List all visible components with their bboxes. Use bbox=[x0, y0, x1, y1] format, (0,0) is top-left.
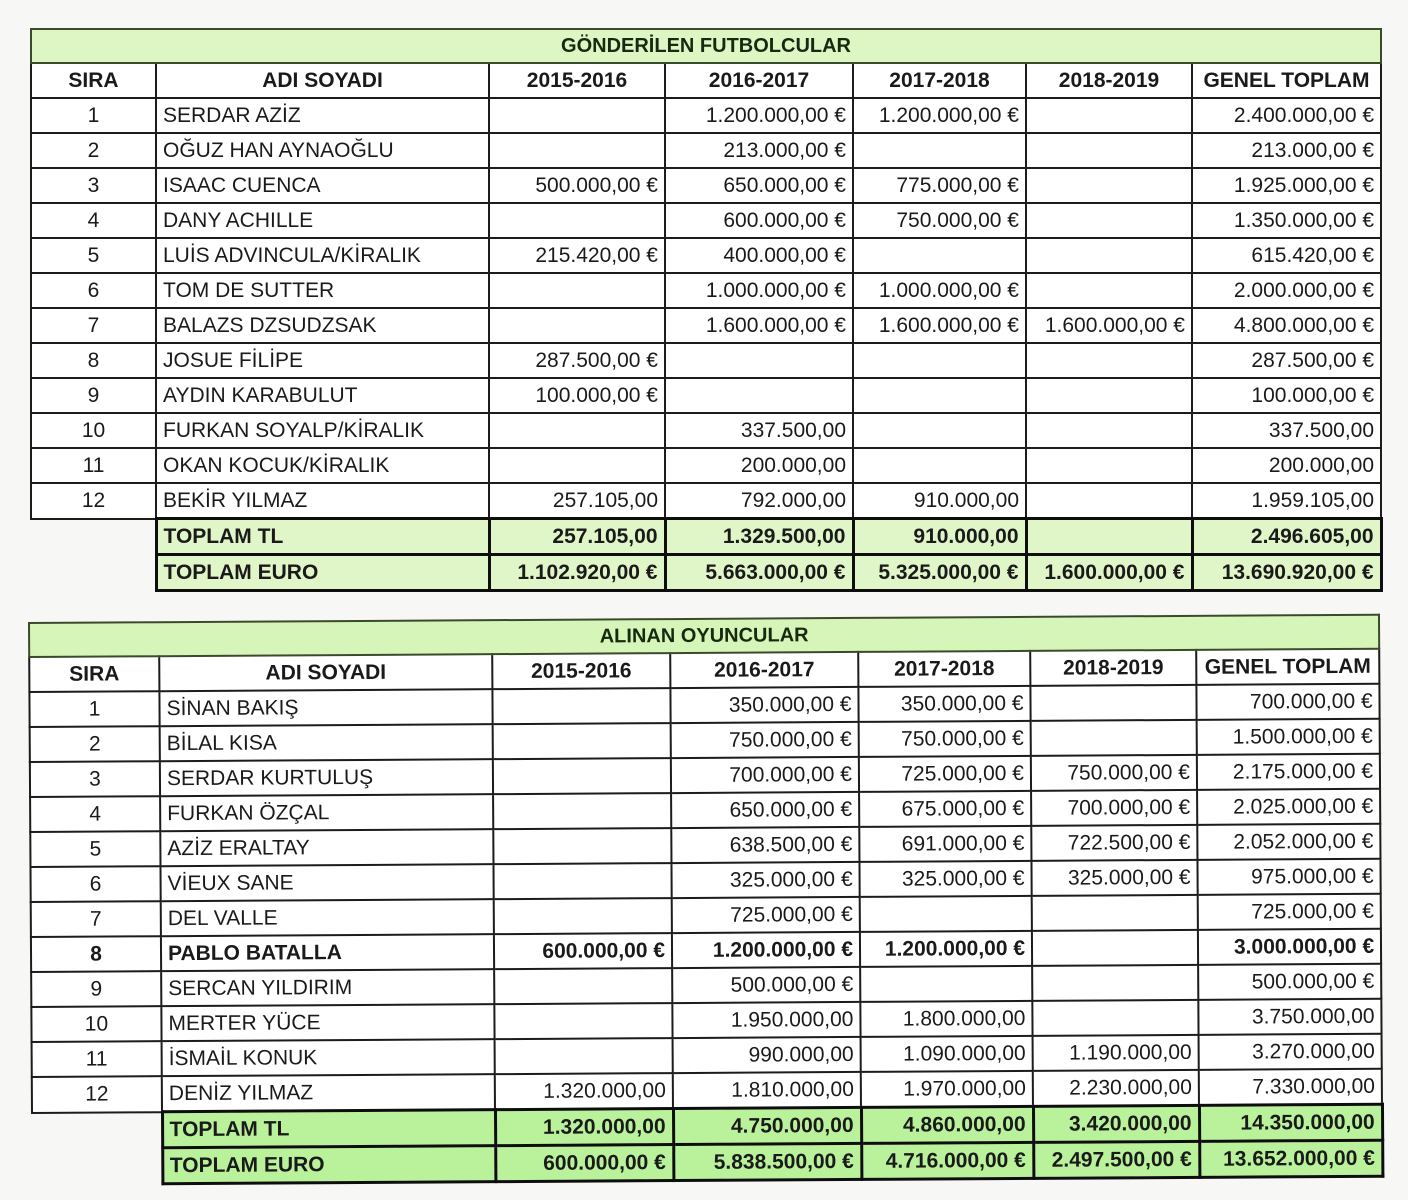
header-row bbox=[31, 63, 1381, 98]
cell-player-name: DEL VALLE bbox=[161, 899, 494, 936]
cell-2015-2016: 215.420,00 € bbox=[489, 238, 665, 273]
cell-sira: 4 bbox=[30, 796, 160, 832]
cell-player-name: LUİS ADVINCULA/KİRALIK bbox=[156, 238, 489, 273]
cell-2015-2016 bbox=[489, 308, 665, 343]
cell-player-name: AZİZ ERALTAY bbox=[160, 829, 493, 866]
cell-genel-toplam: 725.000,00 € bbox=[1198, 894, 1381, 930]
table-row bbox=[31, 483, 1381, 519]
cell-2017-2018: 1.970.000,00 bbox=[861, 1071, 1033, 1108]
cell-genel-toplam: 2.400.000,00 € bbox=[1192, 98, 1381, 133]
cell-2017-2018 bbox=[853, 133, 1026, 168]
col-header-2016-2017: 2016-2017 bbox=[665, 63, 853, 98]
cell-sira: 8 bbox=[31, 343, 156, 378]
cell-2017-2018: 750.000,00 € bbox=[859, 721, 1031, 757]
cell-sira: 10 bbox=[31, 1006, 161, 1042]
table-row bbox=[31, 378, 1381, 413]
cell-2018-2019: 325.000,00 € bbox=[1031, 860, 1197, 896]
cell-genel-toplam: 287.500,00 € bbox=[1192, 343, 1381, 378]
blank-cell bbox=[32, 1148, 162, 1185]
col-header-name: ADI SOYADI bbox=[156, 63, 489, 98]
cell-2015-2016 bbox=[493, 723, 671, 759]
cell-2015-2016 bbox=[489, 203, 665, 238]
table-title: ALINAN OYUNCULAR bbox=[29, 615, 1379, 657]
cell-player-name: ISAAC CUENCA bbox=[156, 168, 489, 203]
total-label: TOPLAM TL bbox=[156, 519, 489, 555]
cell-2015-2016 bbox=[492, 688, 670, 724]
cell-sira: 1 bbox=[31, 98, 156, 133]
cell-2015-2016: 500.000,00 € bbox=[489, 168, 665, 203]
cell-2015-2016 bbox=[493, 758, 671, 794]
cell-genel-toplam: 200.000,00 bbox=[1192, 448, 1381, 483]
cell-2015-2016 bbox=[489, 448, 665, 483]
cell-sira: 8 bbox=[31, 936, 161, 972]
cell-2015-2016 bbox=[494, 898, 672, 934]
cell-2017-2018: 910.000,00 bbox=[853, 483, 1026, 519]
table-row bbox=[31, 98, 1381, 133]
cell-2015-2016 bbox=[495, 1038, 673, 1074]
cell-2018-2019 bbox=[1026, 413, 1192, 448]
cell-2018-2019 bbox=[1032, 1000, 1198, 1036]
cell-genel-toplam: 3.000.000,00 € bbox=[1198, 929, 1381, 965]
cell-2018-2019 bbox=[1032, 965, 1198, 1001]
col-header-genel-toplam: GENEL TOPLAM bbox=[1192, 63, 1381, 98]
cell-2016-2017: 1.950.000,00 bbox=[672, 1002, 860, 1038]
table-title: GÖNDERİLEN FUTBOLCULAR bbox=[31, 29, 1381, 63]
cell-sira: 10 bbox=[31, 413, 156, 448]
cell-2016-2017: 350.000,00 € bbox=[670, 687, 858, 723]
cell-player-name: JOSUE FİLİPE bbox=[156, 343, 489, 378]
cell-2018-2019 bbox=[1026, 483, 1192, 519]
cell-genel-toplam: 2.052.000,00 € bbox=[1197, 824, 1380, 860]
cell-2016-2017: 638.500,00 € bbox=[671, 827, 859, 863]
cell-2016-2017: 650.000,00 € bbox=[665, 168, 853, 203]
cell-2018-2019 bbox=[1032, 895, 1198, 931]
cell-2018-2019 bbox=[1026, 203, 1192, 238]
cell-sira: 5 bbox=[30, 831, 160, 867]
cell-2016-2017: 1.000.000,00 € bbox=[665, 273, 853, 308]
cell-2018-2019 bbox=[1026, 378, 1192, 413]
cell-player-name: DENİZ YILMAZ bbox=[162, 1074, 495, 1112]
cell-2016-2017: 600.000,00 € bbox=[665, 203, 853, 238]
cell-2015-2016 bbox=[489, 413, 665, 448]
cell-player-name: SERDAR KURTULUŞ bbox=[160, 759, 493, 796]
cell-genel-toplam: 4.800.000,00 € bbox=[1192, 308, 1381, 343]
cell-2017-2018: 750.000,00 € bbox=[853, 203, 1026, 238]
cell-2017-2018 bbox=[860, 966, 1032, 1002]
col-header-2018-2019: 2018-2019 bbox=[1030, 650, 1196, 686]
table-row bbox=[31, 413, 1381, 448]
blank-cell bbox=[31, 519, 156, 555]
cell-2016-2017 bbox=[665, 343, 853, 378]
cell-sira: 2 bbox=[31, 133, 156, 168]
cell-player-name: FURKAN ÖZÇAL bbox=[160, 794, 493, 831]
table-row bbox=[31, 308, 1381, 343]
cell-2015-2016: 287.500,00 € bbox=[489, 343, 665, 378]
cell-sira: 2 bbox=[30, 726, 160, 762]
total-euro-row bbox=[31, 555, 1381, 591]
cell-2016-2017: 337.500,00 bbox=[665, 413, 853, 448]
total-label: TOPLAM TL bbox=[162, 1110, 495, 1148]
cell-2015-2016 bbox=[489, 133, 665, 168]
cell-2016-2017: 400.000,00 € bbox=[665, 238, 853, 273]
cell-genel-toplam: 2.000.000,00 € bbox=[1192, 273, 1381, 308]
cell-player-name: OĞUZ HAN AYNAOĞLU bbox=[156, 133, 489, 168]
total-cell-genel-toplam: 2.496.605,00 bbox=[1192, 519, 1381, 555]
total-euro-row bbox=[32, 1140, 1382, 1184]
cell-2015-2016 bbox=[494, 968, 672, 1004]
cell-2017-2018: 1.600.000,00 € bbox=[853, 308, 1026, 343]
table-row bbox=[31, 343, 1381, 378]
col-header-2017-2018: 2017-2018 bbox=[858, 651, 1030, 687]
cell-2017-2018 bbox=[853, 413, 1026, 448]
cell-sira: 3 bbox=[31, 168, 156, 203]
cell-player-name: DANY ACHILLE bbox=[156, 203, 489, 238]
cell-2018-2019: 750.000,00 € bbox=[1031, 755, 1197, 791]
total-cell-2015-2016: 1.102.920,00 € bbox=[489, 555, 665, 591]
col-header-genel-toplam: GENEL TOPLAM bbox=[1196, 649, 1379, 685]
blank-cell bbox=[32, 1112, 162, 1149]
table-row bbox=[31, 238, 1381, 273]
cell-2017-2018: 1.200.000,00 € bbox=[853, 98, 1026, 133]
table-row bbox=[31, 203, 1381, 238]
cell-2017-2018 bbox=[860, 896, 1032, 932]
cell-sira: 1 bbox=[29, 691, 159, 727]
cell-2018-2019: 1.190.000,00 bbox=[1033, 1035, 1199, 1071]
total-cell-2016-2017: 1.329.500,00 bbox=[665, 519, 853, 555]
total-label: TOPLAM EURO bbox=[162, 1146, 495, 1184]
cell-2017-2018: 1.800.000,00 bbox=[860, 1001, 1032, 1037]
cell-player-name: TOM DE SUTTER bbox=[156, 273, 489, 308]
total-cell-2018-2019: 2.497.500,00 € bbox=[1033, 1141, 1199, 1178]
table-row bbox=[31, 168, 1381, 203]
cell-2018-2019 bbox=[1030, 685, 1196, 721]
cell-2016-2017: 1.200.000,00 € bbox=[672, 932, 860, 968]
col-header-name: ADI SOYADI bbox=[159, 654, 492, 691]
cell-genel-toplam: 3.750.000,00 bbox=[1198, 999, 1381, 1035]
cell-genel-toplam: 1.959.105,00 bbox=[1192, 483, 1381, 519]
col-header-sira: SIRA bbox=[31, 63, 156, 98]
sent-players-table bbox=[30, 28, 1383, 592]
total-cell-2018-2019: 3.420.000,00 bbox=[1033, 1105, 1199, 1142]
col-header-2016-2017: 2016-2017 bbox=[670, 652, 858, 688]
total-cell-2015-2016: 600.000,00 € bbox=[495, 1145, 673, 1182]
cell-genel-toplam: 1.350.000,00 € bbox=[1192, 203, 1381, 238]
cell-player-name: BİLAL KISA bbox=[160, 724, 493, 761]
cell-2018-2019 bbox=[1026, 98, 1192, 133]
cell-genel-toplam: 1.500.000,00 € bbox=[1197, 719, 1380, 755]
cell-2018-2019 bbox=[1031, 720, 1197, 756]
cell-2017-2018 bbox=[853, 448, 1026, 483]
cell-player-name: İSMAİL KONUK bbox=[162, 1039, 495, 1076]
cell-player-name: FURKAN SOYALP/KİRALIK bbox=[156, 413, 489, 448]
cell-2018-2019: 700.000,00 € bbox=[1031, 790, 1197, 826]
cell-player-name: PABLO BATALLA bbox=[161, 934, 494, 971]
received-players-table bbox=[28, 614, 1384, 1186]
cell-genel-toplam: 975.000,00 € bbox=[1197, 859, 1380, 895]
cell-2015-2016 bbox=[493, 828, 671, 864]
total-cell-2018-2019: 1.600.000,00 € bbox=[1026, 555, 1192, 591]
cell-2016-2017: 725.000,00 € bbox=[672, 897, 860, 933]
total-cell-2016-2017: 5.663.000,00 € bbox=[665, 555, 853, 591]
total-cell-2017-2018: 4.716.000,00 € bbox=[861, 1142, 1033, 1179]
cell-sira: 5 bbox=[31, 238, 156, 273]
cell-genel-toplam: 500.000,00 € bbox=[1198, 964, 1381, 1000]
cell-sira: 11 bbox=[31, 448, 156, 483]
cell-2015-2016: 1.320.000,00 bbox=[495, 1073, 673, 1110]
total-cell-2016-2017: 5.838.500,00 € bbox=[673, 1143, 861, 1180]
cell-2015-2016 bbox=[489, 98, 665, 133]
cell-2017-2018: 691.000,00 € bbox=[859, 826, 1031, 862]
cell-sira: 6 bbox=[31, 273, 156, 308]
cell-genel-toplam: 337.500,00 bbox=[1192, 413, 1381, 448]
total-cell-2017-2018: 910.000,00 bbox=[853, 519, 1026, 555]
cell-2015-2016 bbox=[489, 273, 665, 308]
cell-2017-2018 bbox=[853, 343, 1026, 378]
cell-2017-2018: 725.000,00 € bbox=[859, 756, 1031, 792]
cell-2015-2016: 100.000,00 € bbox=[489, 378, 665, 413]
cell-sira: 6 bbox=[30, 866, 160, 902]
cell-sira: 3 bbox=[30, 761, 160, 797]
cell-genel-toplam: 213.000,00 € bbox=[1192, 133, 1381, 168]
cell-genel-toplam: 3.270.000,00 bbox=[1199, 1034, 1382, 1070]
cell-2018-2019 bbox=[1026, 273, 1192, 308]
total-label: TOPLAM EURO bbox=[156, 555, 489, 591]
cell-2018-2019 bbox=[1026, 133, 1192, 168]
cell-2017-2018: 325.000,00 € bbox=[859, 861, 1031, 897]
cell-2018-2019: 1.600.000,00 € bbox=[1026, 308, 1192, 343]
total-cell-2016-2017: 4.750.000,00 bbox=[673, 1107, 861, 1144]
cell-2016-2017 bbox=[665, 378, 853, 413]
cell-2018-2019 bbox=[1026, 448, 1192, 483]
cell-2016-2017: 325.000,00 € bbox=[671, 862, 859, 898]
cell-2016-2017: 213.000,00 € bbox=[665, 133, 853, 168]
cell-2017-2018 bbox=[853, 238, 1026, 273]
total-cell-genel-toplam: 14.350.000,00 bbox=[1199, 1104, 1382, 1141]
total-tl-row bbox=[31, 519, 1381, 555]
cell-player-name: MERTER YÜCE bbox=[161, 1004, 494, 1041]
total-cell-2018-2019 bbox=[1026, 519, 1192, 555]
cell-sira: 12 bbox=[32, 1076, 162, 1112]
cell-player-name: AYDIN KARABULUT bbox=[156, 378, 489, 413]
table-row bbox=[31, 273, 1381, 308]
cell-player-name: BEKİR YILMAZ bbox=[156, 483, 489, 519]
cell-sira: 7 bbox=[31, 901, 161, 937]
total-cell-2017-2018: 5.325.000,00 € bbox=[853, 555, 1026, 591]
cell-2018-2019 bbox=[1026, 168, 1192, 203]
cell-2016-2017: 750.000,00 € bbox=[671, 722, 859, 758]
cell-2017-2018: 775.000,00 € bbox=[853, 168, 1026, 203]
cell-player-name: VİEUX SANE bbox=[160, 864, 493, 901]
cell-2017-2018: 675.000,00 € bbox=[859, 791, 1031, 827]
cell-genel-toplam: 1.925.000,00 € bbox=[1192, 168, 1381, 203]
total-cell-genel-toplam: 13.652.000,00 € bbox=[1199, 1140, 1382, 1177]
cell-2018-2019 bbox=[1026, 238, 1192, 273]
cell-2015-2016: 257.105,00 bbox=[489, 483, 665, 519]
cell-2016-2017: 650.000,00 € bbox=[671, 792, 859, 828]
cell-player-name: OKAN KOCUK/KİRALIK bbox=[156, 448, 489, 483]
cell-2018-2019 bbox=[1026, 343, 1192, 378]
cell-genel-toplam: 100.000,00 € bbox=[1192, 378, 1381, 413]
cell-2016-2017: 1.810.000,00 bbox=[673, 1072, 861, 1109]
cell-2015-2016: 600.000,00 € bbox=[494, 933, 672, 969]
cell-sira: 9 bbox=[31, 971, 161, 1007]
cell-2017-2018: 350.000,00 € bbox=[858, 686, 1030, 722]
cell-2016-2017: 792.000,00 bbox=[665, 483, 853, 519]
cell-2017-2018 bbox=[853, 378, 1026, 413]
blank-cell bbox=[31, 555, 156, 591]
cell-2016-2017: 1.200.000,00 € bbox=[665, 98, 853, 133]
total-cell-2017-2018: 4.860.000,00 bbox=[861, 1106, 1033, 1143]
col-header-sira: SIRA bbox=[29, 656, 159, 692]
cell-player-name: BALAZS DZSUDZSAK bbox=[156, 308, 489, 343]
cell-genel-toplam: 700.000,00 € bbox=[1196, 684, 1379, 720]
col-header-2015-2016: 2015-2016 bbox=[492, 653, 670, 689]
cell-2017-2018: 1.090.000,00 bbox=[861, 1036, 1033, 1072]
cell-player-name: SİNAN BAKIŞ bbox=[159, 689, 492, 726]
cell-sira: 7 bbox=[31, 308, 156, 343]
total-cell-2015-2016: 1.320.000,00 bbox=[495, 1109, 673, 1146]
cell-2016-2017: 700.000,00 € bbox=[671, 757, 859, 793]
col-header-2018-2019: 2018-2019 bbox=[1026, 63, 1192, 98]
cell-2015-2016 bbox=[493, 863, 671, 899]
cell-sira: 12 bbox=[31, 483, 156, 519]
col-header-2015-2016: 2015-2016 bbox=[489, 63, 665, 98]
cell-sira: 9 bbox=[31, 378, 156, 413]
cell-2017-2018: 1.000.000,00 € bbox=[853, 273, 1026, 308]
cell-player-name: SERDAR AZİZ bbox=[156, 98, 489, 133]
total-cell-2015-2016: 257.105,00 bbox=[489, 519, 665, 555]
cell-sira: 11 bbox=[32, 1041, 162, 1077]
cell-genel-toplam: 615.420,00 € bbox=[1192, 238, 1381, 273]
cell-genel-toplam: 2.025.000,00 € bbox=[1197, 789, 1380, 825]
table-row bbox=[31, 448, 1381, 483]
cell-2017-2018: 1.200.000,00 € bbox=[860, 931, 1032, 967]
cell-2016-2017: 500.000,00 € bbox=[672, 967, 860, 1003]
total-cell-genel-toplam: 13.690.920,00 € bbox=[1192, 555, 1381, 591]
cell-2016-2017: 1.600.000,00 € bbox=[665, 308, 853, 343]
cell-2016-2017: 990.000,00 bbox=[673, 1037, 861, 1073]
cell-sira: 4 bbox=[31, 203, 156, 238]
table-row bbox=[31, 133, 1381, 168]
cell-2018-2019: 722.500,00 € bbox=[1031, 825, 1197, 861]
cell-2015-2016 bbox=[494, 1003, 672, 1039]
cell-player-name: SERCAN YILDIRIM bbox=[161, 969, 494, 1006]
cell-2016-2017: 200.000,00 bbox=[665, 448, 853, 483]
col-header-2017-2018: 2017-2018 bbox=[853, 63, 1026, 98]
cell-2018-2019 bbox=[1032, 930, 1198, 966]
cell-2015-2016 bbox=[493, 793, 671, 829]
cell-genel-toplam: 2.175.000,00 € bbox=[1197, 754, 1380, 790]
cell-2018-2019: 2.230.000,00 bbox=[1033, 1070, 1199, 1107]
cell-genel-toplam: 7.330.000,00 bbox=[1199, 1069, 1382, 1106]
